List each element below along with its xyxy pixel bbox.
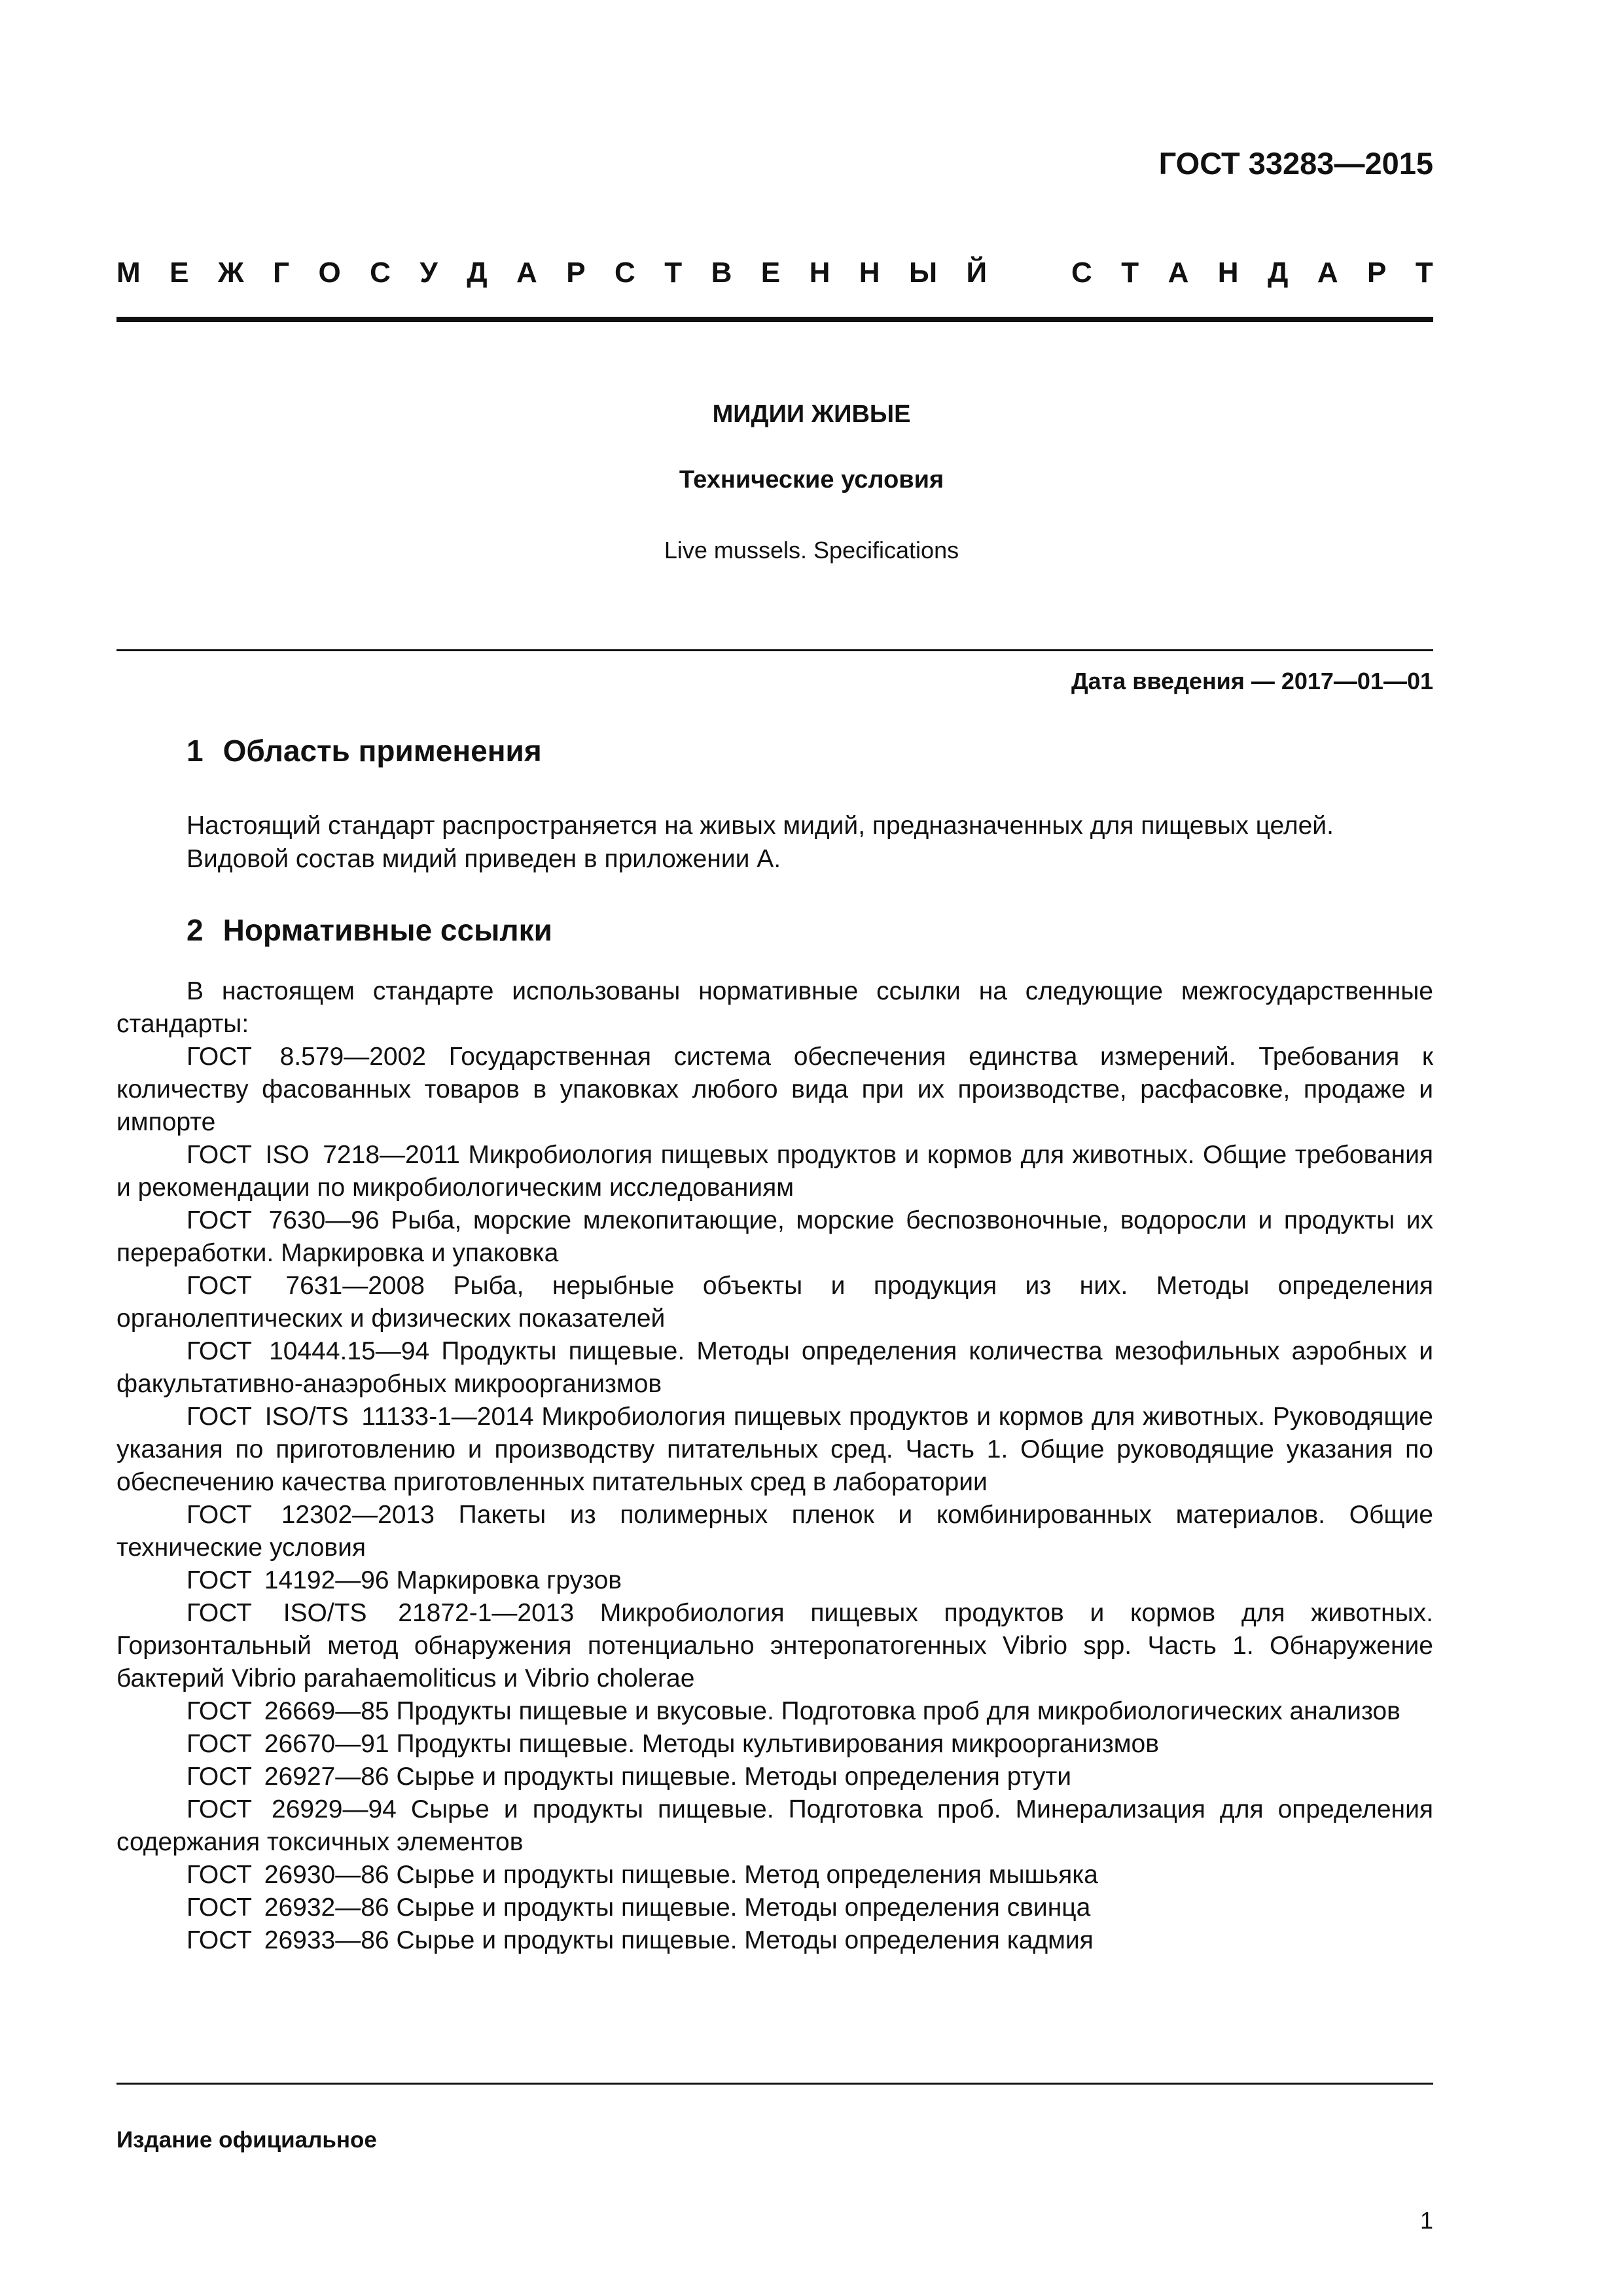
reference-title: Рыба, морские млекопитающие, морские беспозвоночные, водоросли и продукты их переработки. Маркировка и упаковка	[116, 1206, 1433, 1267]
heading-letter: С	[370, 257, 391, 289]
reference-code: ГОСТ 7630—96	[187, 1206, 380, 1234]
document-subtitle: Технические условия	[679, 466, 944, 493]
heading-letter: Д	[467, 257, 488, 289]
reference-title: Сырье и продукты пищевые. Методы определения ртути	[396, 1763, 1071, 1791]
reference-item	[116, 1597, 1433, 1695]
reference-code: ГОСТ ISO/TS 21872-1—2013	[187, 1599, 575, 1627]
reference-item	[116, 1499, 1433, 1564]
reference-title: Продукты пищевые и вкусовые. Подготовка проб для микробиологических анализов	[396, 1697, 1400, 1725]
reference-code: ГОСТ 26929—94	[187, 1795, 397, 1823]
reference-title: Маркировка грузов	[396, 1566, 622, 1594]
reference-title: Сырье и продукты пищевые. Метод определения мышьяка	[396, 1861, 1098, 1889]
reference-code: ГОСТ 26930—86	[187, 1861, 389, 1889]
reference-item	[116, 1695, 1433, 1728]
reference-code: ГОСТ 10444.15—94	[187, 1337, 430, 1365]
section-1-line: Видовой состав мидий приведен в приложении А.	[187, 845, 781, 873]
reference-item	[116, 1041, 1433, 1139]
reference-item	[116, 1924, 1433, 1957]
header-rule	[116, 317, 1433, 322]
heading-letter: С	[1071, 257, 1092, 289]
heading-letter: Т	[1121, 257, 1139, 289]
reference-code: ГОСТ 26669—85	[187, 1697, 389, 1725]
page-number: 1	[1419, 2207, 1433, 2234]
interstate-standard-heading	[116, 257, 1433, 289]
reference-title: Продукты пищевые. Методы культивирования микроорганизмов	[396, 1730, 1159, 1758]
references-intro: В настоящем стандарте использованы нормативные ссылки на следующие межгосударственные стандарты:	[116, 977, 1433, 1038]
heading-letter: О	[318, 257, 341, 289]
heading-letter: В	[711, 257, 732, 289]
reference-title: Сырье и продукты пищевые. Методы определения кадмия	[396, 1926, 1094, 1954]
reference-title: Сырье и продукты пищевые. Подготовка проб. Минерализация для определения содержания токсичных элементов	[116, 1795, 1433, 1856]
reference-code: ГОСТ ISO/TS 11133-1—2014	[187, 1403, 534, 1431]
reference-title: Сырье и продукты пищевые. Методы определения свинца	[396, 1893, 1091, 1922]
reference-item	[116, 1793, 1433, 1859]
heading-letter: У	[419, 257, 438, 289]
heading-letter: Т	[1415, 257, 1433, 289]
reference-item	[116, 1139, 1433, 1204]
reference-item	[116, 1204, 1433, 1270]
reference-item	[116, 1564, 1433, 1597]
reference-title: Микробиология пищевых продуктов и кормов для животных. Горизонтальный метод обнаружения потенциально энтеропатогенных Vibrio spp. Часть 1. Обнаружение бактерий Vibrio parahaemoliticus и Vibrio cholerae	[116, 1599, 1433, 1693]
document-code: ГОСТ 33283—2015	[1158, 146, 1433, 181]
heading-letter: Т	[664, 257, 683, 289]
reference-code: ГОСТ 7631—2008	[187, 1272, 425, 1300]
document-title: МИДИИ ЖИВЫЕ	[712, 401, 911, 428]
heading-letter: Д	[1268, 257, 1289, 289]
heading-letter: А	[1317, 257, 1338, 289]
section-2-heading	[187, 912, 552, 948]
effective-date: Дата введения — 2017—01—01	[1071, 668, 1433, 694]
reference-title: Государственная система обеспечения единства измерений. Требования к количеству фасованных товаров в упаковках любого вида при их производстве, расфасовке, продаже и импорте	[116, 1043, 1433, 1136]
heading-letter: Й	[966, 257, 988, 289]
section-1-heading	[187, 733, 542, 768]
footer-rule	[116, 2083, 1433, 2085]
reference-title: Продукты пищевые. Методы определения количества мезофильных аэробных и факультативно-анаэробных микроорганизмов	[116, 1337, 1433, 1398]
normative-references	[116, 975, 1433, 1957]
reference-code: ГОСТ ISO 7218—2011	[187, 1141, 460, 1169]
title-rule	[116, 649, 1433, 651]
reference-title: Микробиология пищевых продуктов и кормов для животных. Общие требования и рекомендации по микробиологическим исследованиям	[116, 1141, 1434, 1202]
heading-letter: Е	[169, 257, 189, 289]
english-title: Live mussels. Specifications	[664, 537, 959, 564]
section-1-body	[187, 809, 1433, 876]
reference-item	[116, 1401, 1433, 1499]
reference-code: ГОСТ 14192—96	[187, 1566, 389, 1594]
heading-letter: Ж	[217, 257, 244, 289]
heading-letter: А	[1168, 257, 1189, 289]
reference-item	[116, 1335, 1433, 1401]
section-2-number: 2	[187, 913, 204, 947]
heading-letter: С	[615, 257, 635, 289]
heading-letter: Н	[809, 257, 830, 289]
heading-letter: Н	[1217, 257, 1239, 289]
section-1-number: 1	[187, 734, 204, 768]
reference-code: ГОСТ 26932—86	[187, 1893, 389, 1922]
reference-title: Микробиология пищевых продуктов и кормов для животных. Руководящие указания по приготовлению и производству питательных сред. Часть 1. Общие руководящие указания по обеспечению качества приготовленных питательных сред в лаборатории	[116, 1403, 1433, 1496]
heading-letter: М	[116, 257, 141, 289]
reference-item	[116, 1892, 1433, 1924]
word-gap	[1016, 257, 1043, 289]
reference-code: ГОСТ 26670—91	[187, 1730, 389, 1758]
heading-letter: Ы	[909, 257, 938, 289]
section-1-line: Настоящий стандарт распространяется на живых мидий, предназначенных для пищевых целей.	[187, 812, 1334, 840]
reference-item	[116, 1270, 1433, 1335]
reference-code: ГОСТ 26927—86	[187, 1763, 389, 1791]
heading-letter: Г	[273, 257, 290, 289]
reference-code: ГОСТ 8.579—2002	[187, 1043, 426, 1071]
reference-code: ГОСТ 12302—2013	[187, 1501, 435, 1529]
reference-code: ГОСТ 26933—86	[187, 1926, 389, 1954]
heading-letter: Р	[566, 257, 586, 289]
heading-letter: Р	[1367, 257, 1387, 289]
section-1-title: Область применения	[223, 734, 542, 768]
heading-letter: А	[516, 257, 537, 289]
reference-item	[116, 1761, 1433, 1793]
reference-title: Пакеты из полимерных пленок и комбинированных материалов. Общие технические условия	[116, 1501, 1433, 1562]
heading-letter: Е	[760, 257, 781, 289]
edition-note: Издание официальное	[116, 2127, 377, 2153]
reference-item	[116, 1728, 1433, 1761]
section-2-title: Нормативные ссылки	[223, 913, 552, 947]
reference-item	[116, 1859, 1433, 1892]
reference-title: Рыба, нерыбные объекты и продукция из них. Методы определения органолептических и физических показателей	[116, 1272, 1434, 1333]
heading-letter: Н	[859, 257, 880, 289]
